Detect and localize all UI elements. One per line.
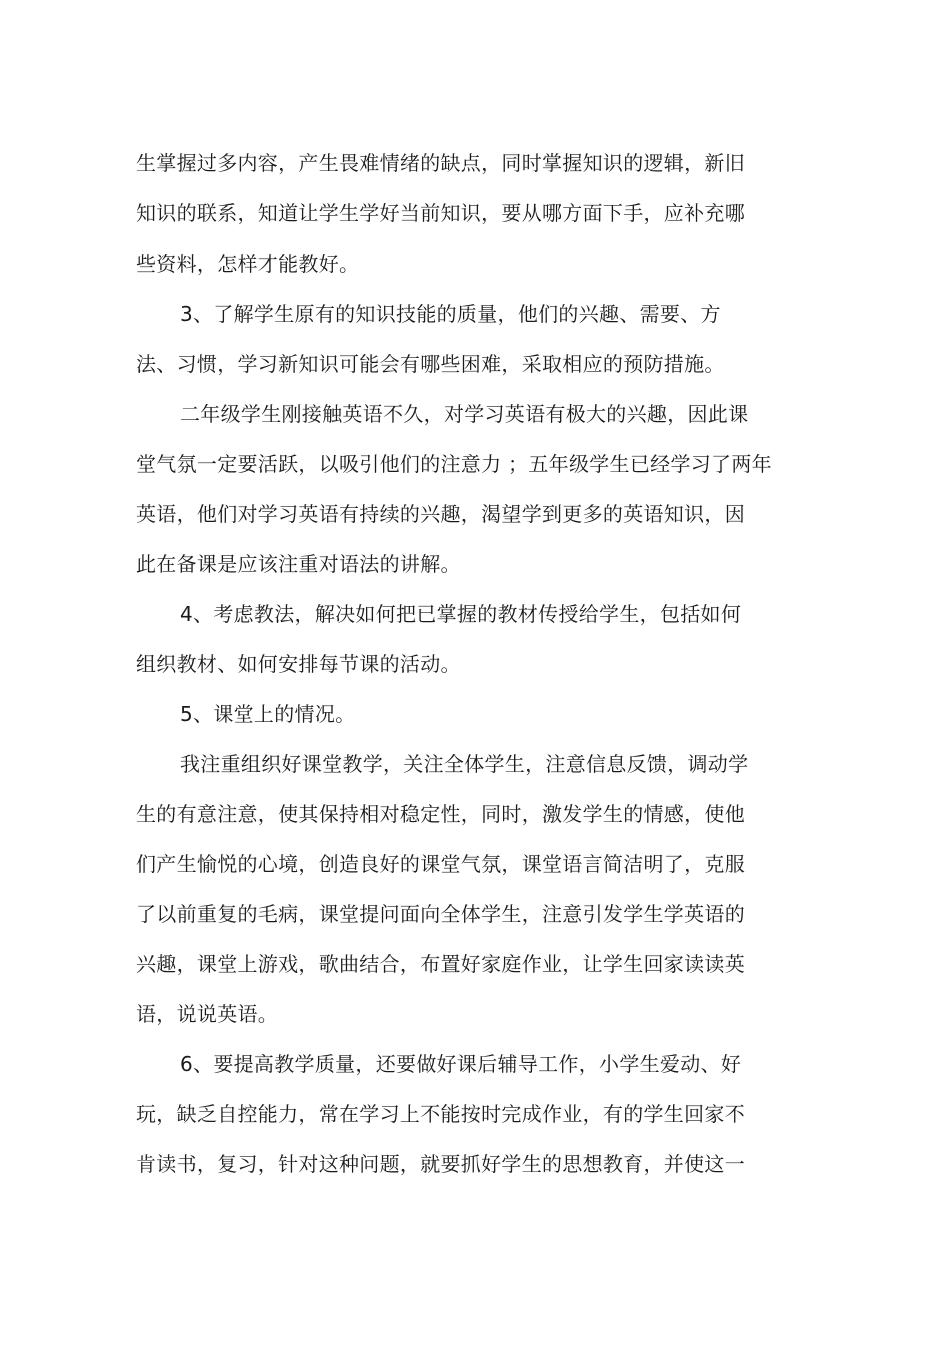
text-line: 肯读书，复习，针对这种问题，就要抓好学生的思想教育，并使这一: [136, 1152, 745, 1176]
text-line: 生掌握过多内容，产生畏难情绪的缺点，同时掌握知识的逻辑，新旧: [136, 151, 745, 175]
text-line: 此在备课是应该注重对语法的讲解。: [136, 552, 461, 576]
text-line: 生的有意注意，使其保持相对稳定性，同时，激发学生的情感，使他: [136, 802, 745, 826]
text-line: 组织教材、如何安排每节课的活动。: [136, 652, 461, 676]
paragraph-line: 4、考虑教法，解决如何把已掌握的教材传授给学生，包括如何: [180, 602, 742, 626]
text-line: 玩，缺乏自控能力，常在学习上不能按时完成作业，有的学生回家不: [136, 1102, 745, 1126]
paragraph-line: 3、了解学生原有的知识技能的质量，他们的兴趣、需要、方: [180, 302, 721, 326]
text-line: 语，说说英语。: [136, 1002, 279, 1026]
text-line: 堂气氛一定要活跃，以吸引他们的注意力 ；五年级学生已经学习了两年: [136, 452, 772, 476]
paragraph-line: 二年级学生刚接触英语不久，对学习英语有极大的兴趣，因此课: [180, 402, 749, 426]
paragraph-line: 6、要提高教学质量，还要做好课后辅导工作，小学生爱动、好: [180, 1052, 742, 1076]
text-line: 英语，他们对学习英语有持续的兴趣，渴望学到更多的英语知识，因: [136, 502, 745, 526]
text-line: 知识的联系，知道让学生学好当前知识，要从哪方面下手，应补充哪: [136, 201, 745, 225]
paragraph-line: 我注重组织好课堂教学，关注全体学生，注意信息反馈，调动学: [180, 752, 749, 776]
text-line: 了以前重复的毛病，课堂提问面向全体学生，注意引发学生学英语的: [136, 902, 745, 926]
text-line: 兴趣，课堂上游戏，歌曲结合，布置好家庭作业，让学生回家读读英: [136, 952, 745, 976]
text-line: 些资料，怎样才能教好。: [136, 252, 360, 276]
text-line: 们产生愉悦的心境，创造良好的课堂气氛，课堂语言简洁明了，克服: [136, 852, 745, 876]
paragraph-line: 5、课堂上的情况。: [180, 702, 356, 726]
text-line: 法、习惯，学习新知识可能会有哪些困难，采取相应的预防措施。: [136, 352, 725, 376]
